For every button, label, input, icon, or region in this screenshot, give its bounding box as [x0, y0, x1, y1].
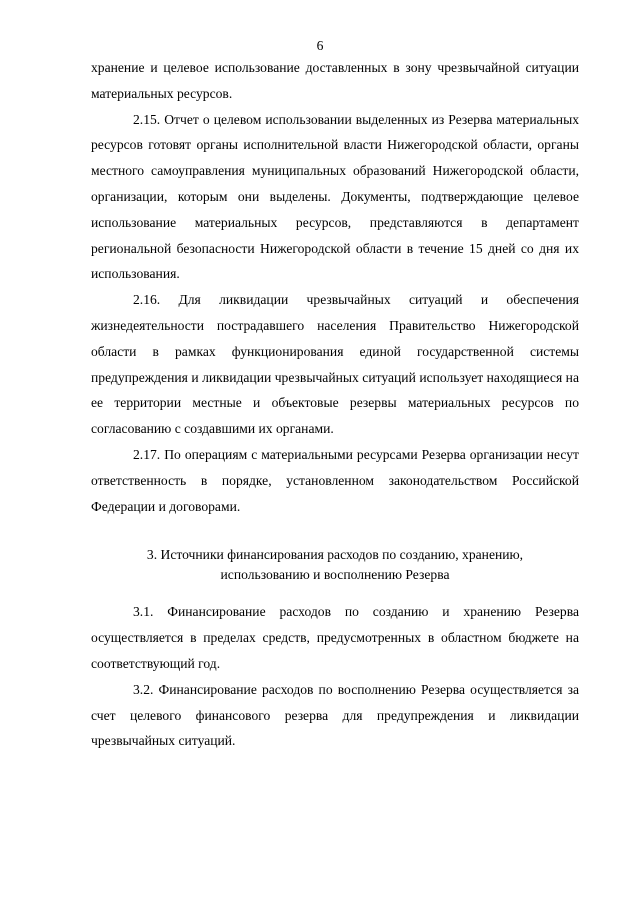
paragraph-continuation: хранение и целевое использование доставленных в зону чрезвычайной ситуации материальных ресурсов.: [91, 60, 579, 101]
paragraph-2-16: 2.16. Для ликвидации чрезвычайных ситуаций и обеспечения жизнедеятельности пострадавшего населения Правительство Нижегородской области в рамках функционирования единой государственной системы предупреждения и ликвидации чрезвычайных ситуаций использует находящиеся на ее территории местные и объектовые резервы материальных ресурсов по согласованию с создавшими их органами.: [91, 292, 579, 437]
paragraph-3-2: 3.2. Финансирование расходов по восполнению Резерва осуществляется за счет целевого финансового резерва для предупреждения и ликвидации чрезвычайных ситуаций.: [91, 681, 579, 749]
document-body: [91, 55, 579, 754]
paragraph-2-15: 2.15. Отчет о целевом использовании выделенных из Резерва материальных ресурсов готовят органы исполнительной власти Нижегородской области, органы местного самоуправления муниципальных образований Нижегородской области, организации, которым они выделены. Документы, подтверждающие целевое использование материальных ресурсов, представляются в департамент региональной безопасности Нижегородской области в течение 15 дней со дня их использования.: [91, 111, 579, 282]
page-number: 6: [316, 38, 324, 53]
section-3-heading-line-1: 3. Источники финансирования расходов по созданию, хранению,: [146, 547, 524, 563]
paragraph-2-17: 2.17. По операциям с материальными ресурсами Резерва организации несут ответственность в порядке, установленном законодательством Российской Федерации и договорами.: [91, 446, 579, 514]
section-3-heading-line-2: использованию и восполнению Резерва: [220, 567, 450, 583]
section-3-heading: [91, 545, 579, 585]
paragraph-3-1: 3.1. Финансирование расходов по созданию и хранению Резерва осуществляется в пределах средств, предусмотренных в областном бюджете на соответствующий год.: [91, 604, 579, 671]
